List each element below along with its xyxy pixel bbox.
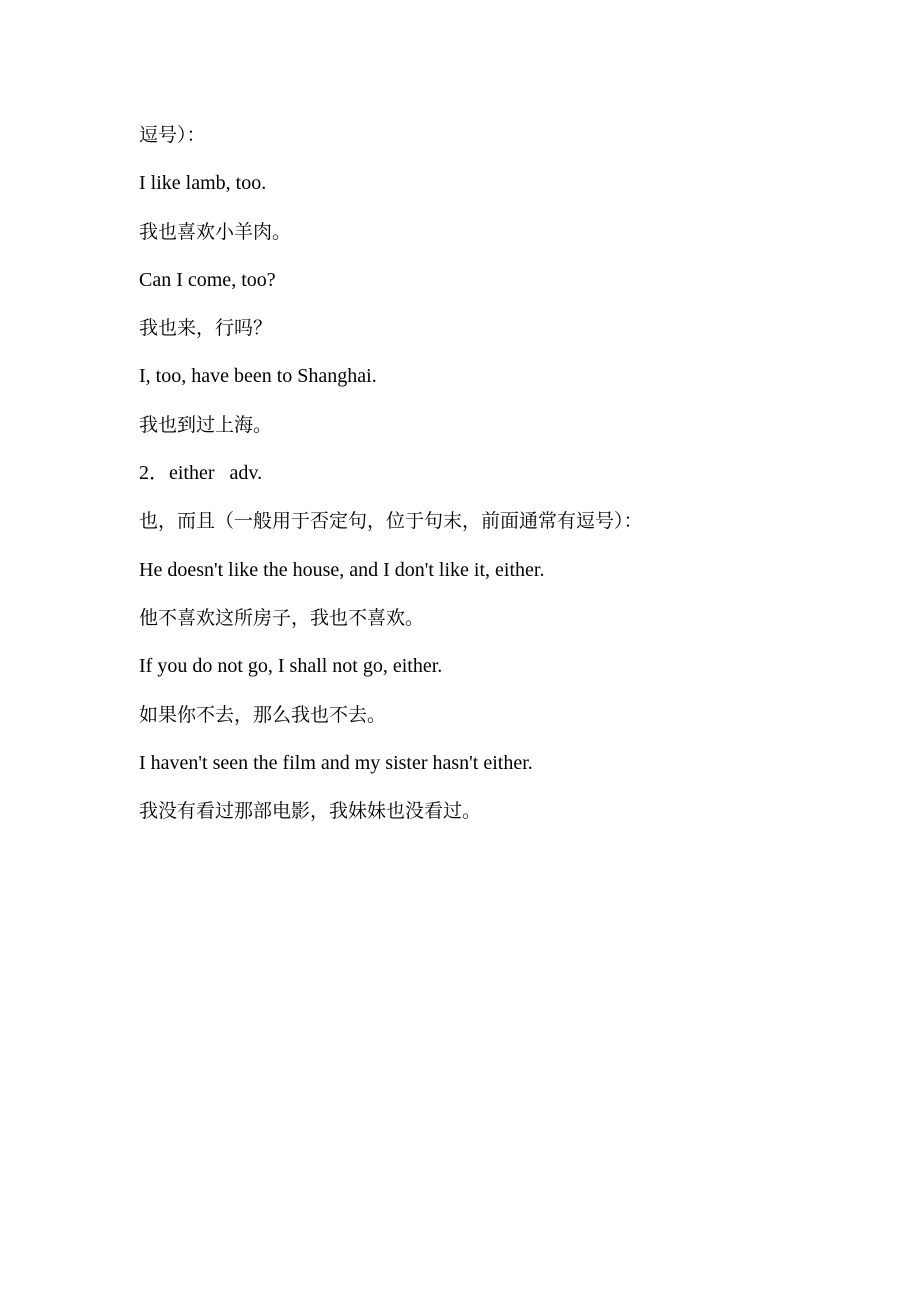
example-sentence-en: He doesn't like the house, and I don't like it, either. bbox=[139, 558, 545, 581]
example-translation-zh: 他不喜欢这所房子，我也不喜欢。 bbox=[139, 606, 425, 629]
section-heading: 2．either adv. bbox=[139, 462, 263, 485]
example-translation-zh: 我也到过上海。 bbox=[139, 413, 273, 436]
example-translation-zh: 我也喜欢小羊肉。 bbox=[139, 220, 292, 243]
example-sentence-en: I, too, have been to Shanghai. bbox=[139, 365, 377, 388]
example-sentence-en: I haven't seen the film and my sister hasn't either. bbox=[139, 751, 533, 774]
text-line-zh: 逗号）： bbox=[139, 124, 206, 146]
example-sentence-en: I like lamb, too. bbox=[139, 172, 267, 195]
example-sentence-en: Can I come, too? bbox=[139, 268, 276, 291]
document-body bbox=[139, 118, 859, 842]
definition-zh: 也，而且（一般用于否定句，位于句末，前面通常有逗号）： bbox=[139, 510, 643, 533]
example-translation-zh: 我没有看过那部电影，我妹妹也没看过。 bbox=[139, 800, 482, 823]
example-translation-zh: 如果你不去，那么我也不去。 bbox=[139, 703, 387, 726]
example-sentence-en: If you do not go, I shall not go, either. bbox=[139, 655, 443, 678]
example-translation-zh: 我也来，行吗？ bbox=[139, 317, 273, 340]
